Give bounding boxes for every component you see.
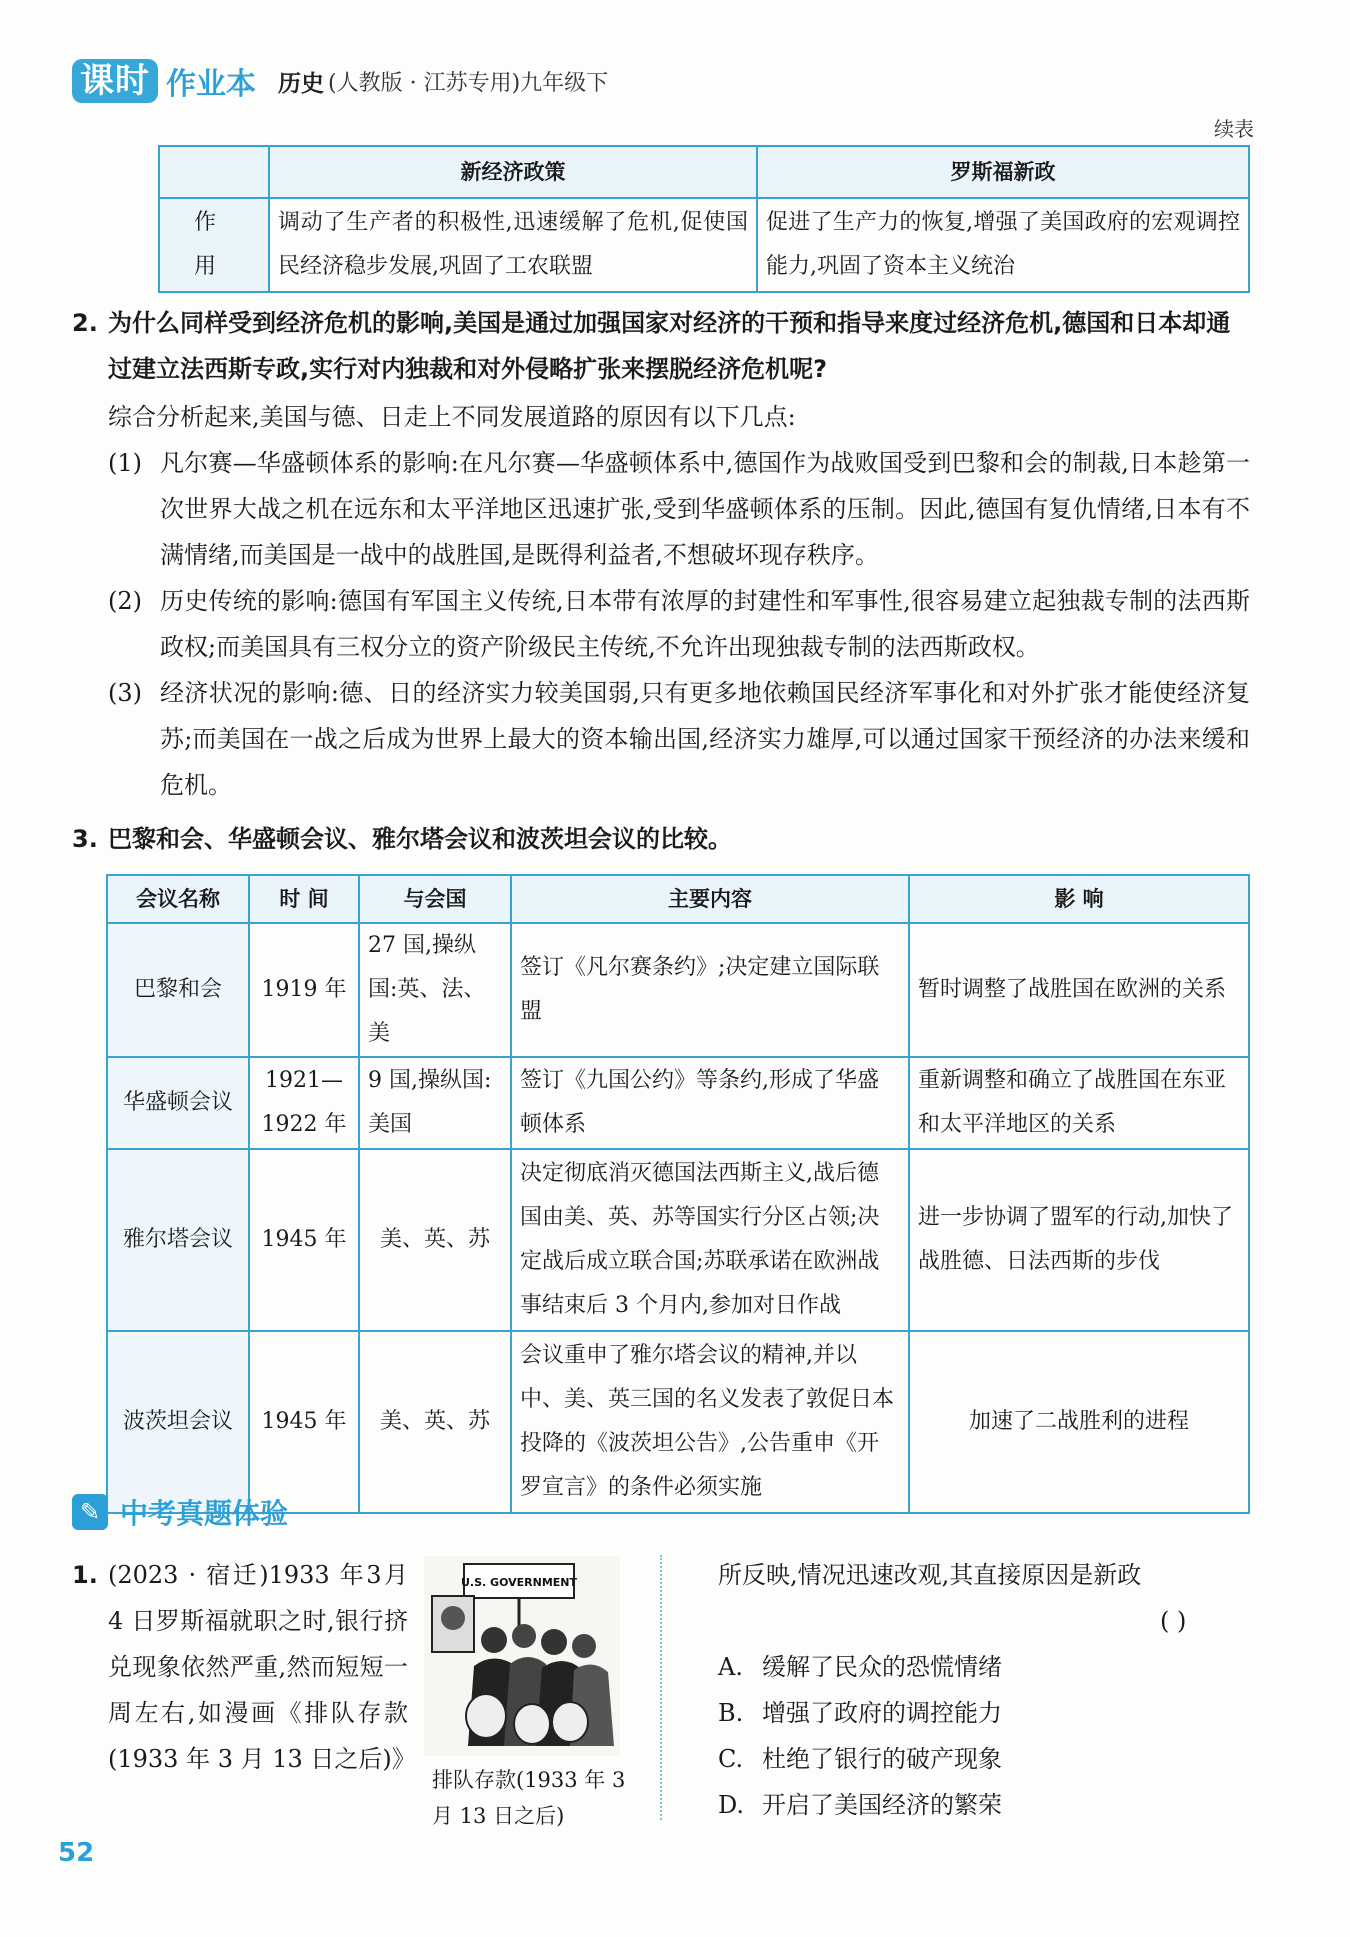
table-cell: 1945 年 [249,1149,359,1331]
table-header-cell: 时 间 [249,875,359,923]
cartoon-image [424,1556,620,1756]
option-c: 杜绝了银行的破产现象 [762,1745,1002,1773]
table-cell: 波茨坦会议 [107,1331,249,1513]
table-header-cell: 新经济政策 [269,146,757,198]
question-text: 巴黎和会、华盛顿会议、雅尔塔会议和波茨坦会议的比较。 [108,825,732,853]
table-cell: 会议重申了雅尔塔会议的精神,并以中、美、英三国的名义发表了敦促日本投降的《波茨坦公告》,公告重申《开罗宣言》的条件必须实施 [511,1331,909,1513]
point-label: (1) [108,449,142,477]
point-text: 经济状况的影响:德、日的经济实力较美国弱,只有更多地依赖国民经济军事化和对外扩张才能使经济复苏;而美国在一战之后成为世界上最大的资本输出国,经济实力雄厚,可以通过国家干预经济的办法来缓和危机。 [160,679,1250,799]
table-cell: 加速了二战胜利的进程 [909,1331,1249,1513]
question-text: 为什么同样受到经济危机的影响,美国是通过加强国家对经济的干预和指导来度过经济危机,德国和日本却通过建立法西斯专政,实行对内独裁和对外侵略扩张来摆脱经济危机呢? [108,309,1231,383]
table-cell: 签订《九国公约》等条约,形成了华盛顿体系 [511,1057,909,1149]
table-row [107,1057,1249,1149]
table-row-label: 作 用 [159,198,269,292]
brand-name: 作业本 [166,67,256,102]
subject-title: 历史 [278,70,324,97]
question-number: 2. [72,309,98,337]
answer-intro: 综合分析起来,美国与德、日走上不同发展道路的原因有以下几点: [108,403,796,431]
question-number: 1. [72,1561,98,1589]
cartoon-sign-text: U.S. GOVERNMENT [461,1576,577,1589]
brand-logo: 课时 [72,59,158,103]
table-cell: 进一步协调了盟军的行动,加快了战胜德、日法西斯的步伐 [909,1149,1249,1331]
point-text: 凡尔赛—华盛顿体系的影响:在凡尔赛—华盛顿体系中,德国作为战败国受到巴黎和会的制裁,日本趁第一次世界大战之机在远东和太平洋地区迅速扩张,受到华盛顿体系的压制。因此,德国有复仇情绪,日本有不满情绪,而美国是一战中的战胜国,是既得利益者,不想破坏现存秩序。 [160,449,1250,569]
point-label: (3) [108,679,142,707]
table-cell: 1919 年 [249,923,359,1057]
cartoon-drawing [424,1556,620,1756]
cartoon-caption: 排队存款(1933 年 3 月 13 日之后) [432,1768,626,1828]
exam-icon: ✎ [72,1494,108,1530]
page-header [72,56,608,106]
table-cell: 调动了生产者的积极性,迅速缓解了危机,促使国民经济稳步发展,巩固了工农联盟 [269,198,757,292]
point-text: 历史传统的影响:德国有军国主义传统,日本带有浓厚的封建性和军事性,很容易建立起独裁专制的法西斯政权;而美国具有三权分立的资产阶级民主传统,不允许出现独裁专制的法西斯政权。 [160,587,1250,661]
point-label: (2) [108,587,142,615]
option-label: A. [718,1653,743,1681]
table-header-row [159,146,1249,198]
table-header-cell: 主要内容 [511,875,909,923]
comparison-table-conferences [106,874,1250,1514]
table-cell: 促进了生产力的恢复,增强了美国政府的宏观调控能力,巩固了资本主义统治 [757,198,1249,292]
comparison-table-policies [158,145,1250,293]
answer-blank: ( ) [1160,1607,1187,1635]
question-number: 3. [72,825,98,853]
option-label: B. [718,1699,744,1727]
table-row [107,923,1249,1057]
table-cell: 决定彻底消灭德国法西斯主义,战后德国由美、英、苏等国实行分区占领;决定战后成立联合国;苏联承诺在欧洲战事结束后 3 个月内,参加对日作战 [511,1149,909,1331]
question-stem: (2023 · 宿迁)1933 年3月 4 日罗斯福就职之时,银行挤兑现象依然严重,然而短短一周左右,如漫画《排队存款(1933 年 3 月 13 日之后)》 [108,1561,416,1773]
table-cell: 1921—1922 年 [249,1057,359,1149]
table-cell: 签订《凡尔赛条约》;决定建立国际联盟 [511,923,909,1057]
table-cell: 1945 年 [249,1331,359,1513]
column-divider [660,1555,662,1820]
option-a: 缓解了民众的恐慌情绪 [762,1653,1002,1681]
section-header [72,1490,288,1534]
table-corner-cell [159,146,269,198]
table-header-cell: 影 响 [909,875,1249,923]
edition-info: (人教版 · 江苏专用)九年级下 [328,70,609,96]
table-cell: 重新调整和确立了战胜国在东亚和太平洋地区的关系 [909,1057,1249,1149]
table-cell: 美、英、苏 [359,1331,511,1513]
table-cell: 巴黎和会 [107,923,249,1057]
table-cell: 9 国,操纵国:美国 [359,1057,511,1149]
table-header-cell: 与会国 [359,875,511,923]
option-label: C. [718,1745,744,1773]
table-header-cell: 会议名称 [107,875,249,923]
table-cell: 雅尔塔会议 [107,1149,249,1331]
table-header-cell: 罗斯福新政 [757,146,1249,198]
option-label: D. [718,1791,745,1819]
table-cell: 27 国,操纵国:英、法、美 [359,923,511,1057]
continued-label: 续表 [1214,117,1254,141]
option-d: 开启了美国经济的繁荣 [762,1791,1002,1819]
table-cell: 华盛顿会议 [107,1057,249,1149]
table-cell: 美、英、苏 [359,1149,511,1331]
page-number: 52 [58,1838,95,1868]
table-header-row [107,875,1249,923]
option-b: 增强了政府的调控能力 [762,1699,1002,1727]
question-stem-continued: 所反映,情况迅速改观,其直接原因是新政 [718,1561,1142,1589]
table-row [107,1149,1249,1331]
table-row [107,1331,1249,1513]
table-row [159,198,1249,292]
table-cell: 暂时调整了战胜国在欧洲的关系 [909,923,1249,1057]
section-title: 中考真题体验 [120,1497,289,1530]
